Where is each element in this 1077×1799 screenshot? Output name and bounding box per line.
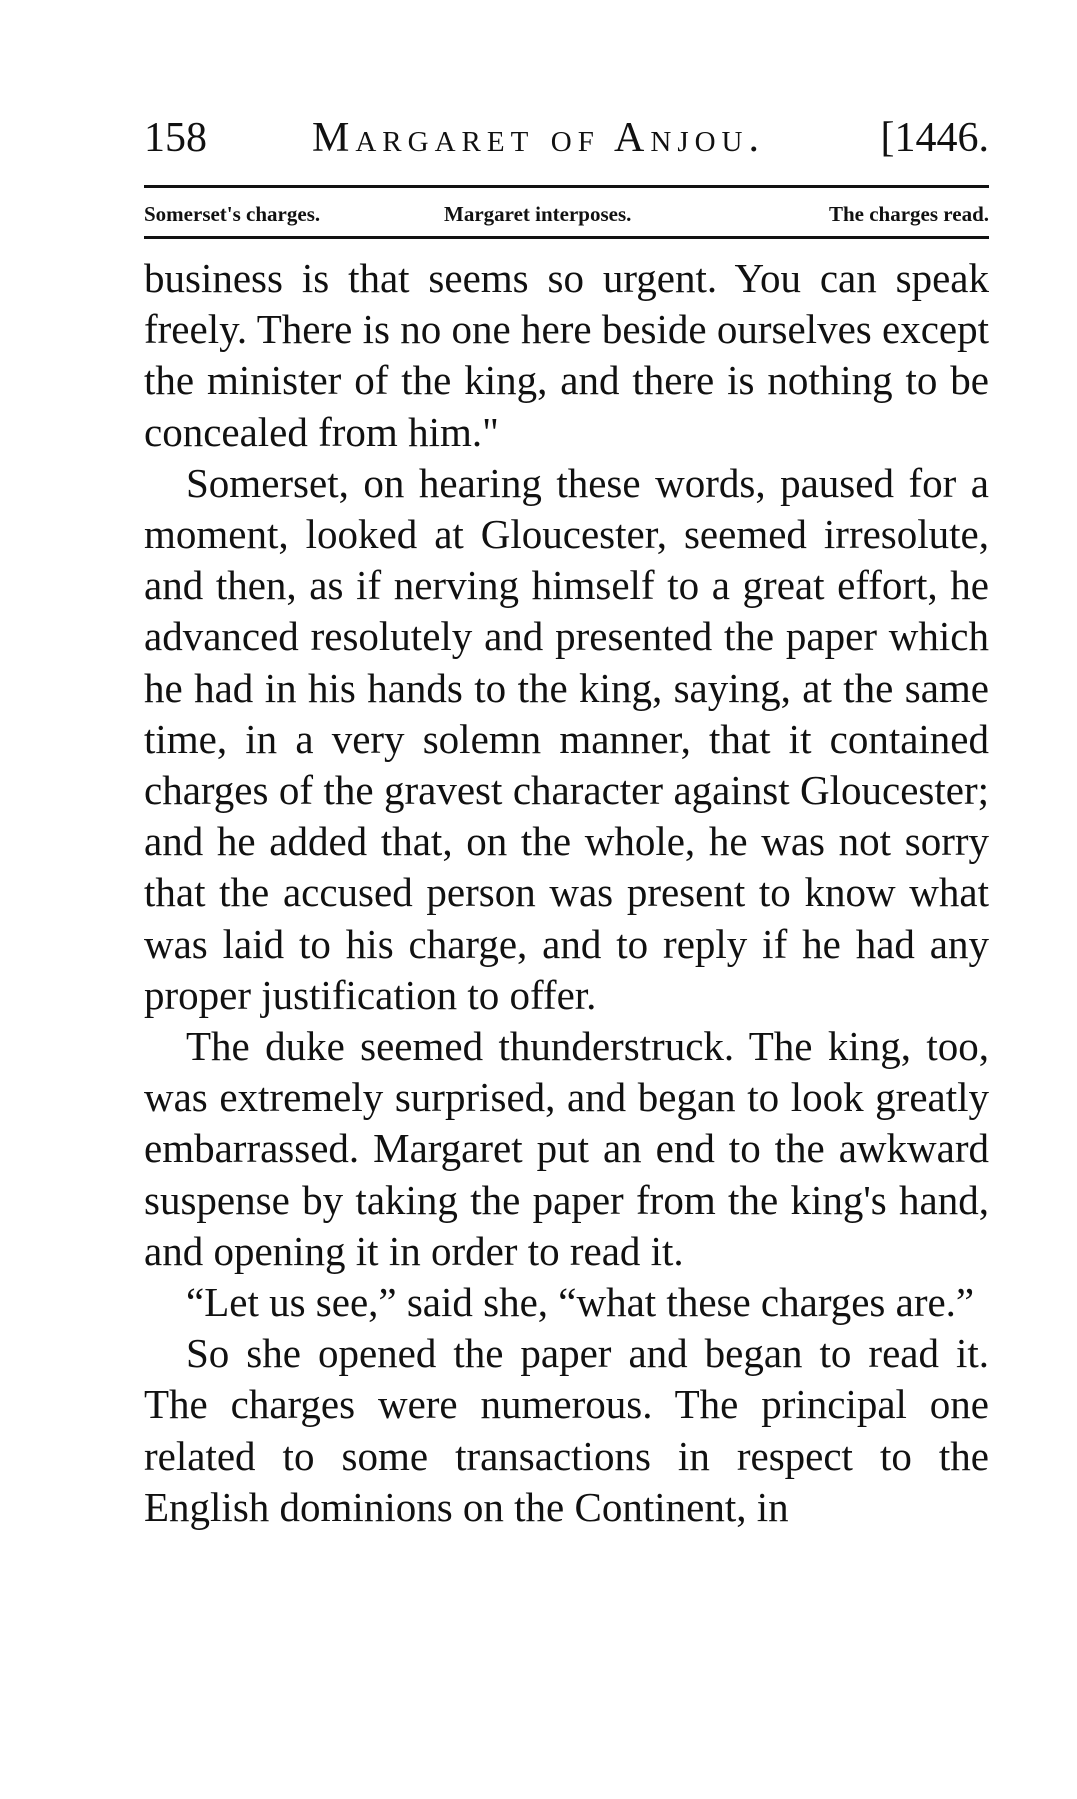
marginal-note: The charges read. — [828, 202, 989, 226]
marginal-note: Somerset's charges. — [144, 202, 321, 226]
body-text — [144, 253, 989, 1533]
paragraph: Somerset, on hearing these words, paused for a moment, looked at Gloucester, seemed irresolute, and then, as if nerving himself to a great effort, he advanced resolutely and presented the paper which he had in his hands to the king, saying, at the same time, in a very solemn manner, that it contained charges of the gravest character against Gloucester; and he added that, on the whole, he was not sorry that the accused person was present to know what was laid to his charge, and to reply if he had any proper justification to offer. — [144, 459, 989, 1018]
paragraph: “Let us see,” said she, “what these charges are.” — [186, 1279, 975, 1326]
marginal-notes — [144, 198, 989, 230]
running-head-year: [1446. — [880, 115, 989, 161]
paragraph: So she opened the paper and began to read it. The charges were numerous. The principal one related to some transactions in respect to the English dominions on the Continent, in — [144, 1330, 989, 1530]
marginal-note: Margaret interposes. — [444, 202, 632, 226]
paragraph: business is that seems so urgent. You can speak freely. There is no one here beside ourselves except the minister of the king, and there is nothing to be concealed from him." — [144, 255, 989, 455]
page-number: 158 — [144, 115, 207, 161]
header-rule-top — [144, 185, 989, 188]
paragraph: The duke seemed thunderstruck. The king, too, was extremely surprised, and began to look greatly embarrassed. Margaret put an end to the awkward suspense by taking the paper from the king's hand, and opening it in order to read it. — [144, 1023, 989, 1274]
header-rule-bottom — [144, 236, 989, 239]
running-title: Margaret of Anjou. — [312, 115, 765, 161]
running-head — [144, 112, 989, 164]
